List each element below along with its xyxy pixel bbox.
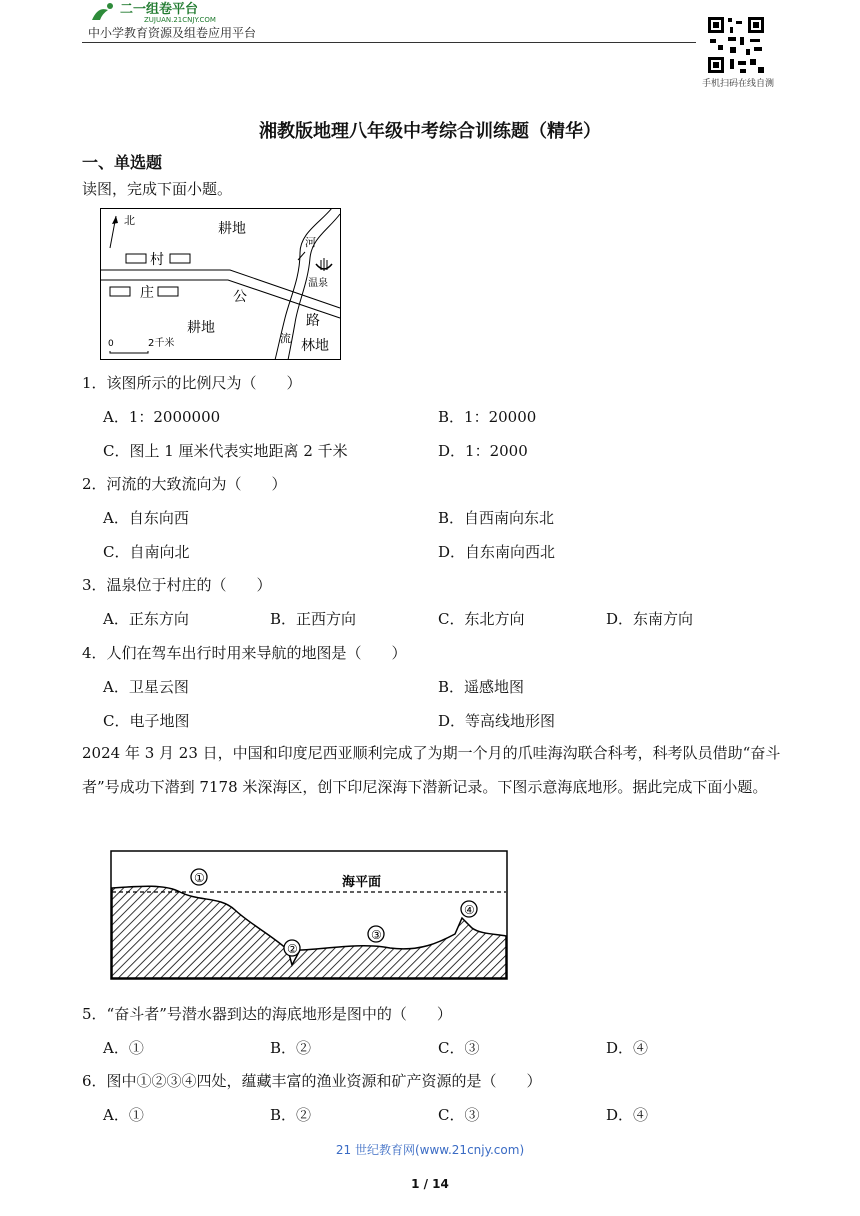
q5-option-d[interactable]: D．④ — [606, 1039, 649, 1057]
house-icon — [158, 287, 178, 296]
hot-spring-label: 温泉 — [308, 278, 328, 289]
logo-url: ZUJUAN.21CNJY.COM — [144, 16, 216, 24]
q3-option-c[interactable]: C．东北方向 — [438, 610, 525, 628]
road-label-1: 公 — [233, 289, 247, 305]
q6-option-c[interactable]: C．③ — [438, 1106, 480, 1124]
q3-option-d[interactable]: D．东南方向 — [606, 610, 694, 628]
question-2: 2．河流的大致流向为（ ） — [82, 475, 287, 493]
marker-2: ② — [287, 942, 298, 956]
farmland-top-label: 耕地 — [218, 221, 246, 237]
q2-option-a[interactable]: A．自东向西 — [103, 509, 189, 527]
road-label-2: 路 — [306, 313, 320, 329]
q4-option-c[interactable]: C．电子地图 — [103, 712, 190, 730]
scale-label: 2千米 — [148, 338, 175, 349]
q1-option-d[interactable]: D．1：2000 — [438, 442, 528, 460]
marker-4: ④ — [464, 903, 475, 917]
q5-option-a[interactable]: A．① — [103, 1039, 144, 1057]
river-label-2: 流 — [280, 332, 291, 345]
intro-text: 读图，完成下面小题。 — [82, 180, 233, 198]
page-title: 湘教版地理八年级中考综合训练题（精华） — [259, 121, 601, 142]
question-5: 5．“奋斗者”号潜水器到达的海底地形是图中的（ ） — [82, 1005, 452, 1023]
question-1: 1．该图所示的比例尺为（ ） — [82, 374, 302, 392]
village-label-1: 村 — [150, 252, 164, 268]
q6-option-a[interactable]: A．① — [103, 1106, 144, 1124]
section-heading: 一、单选题 — [82, 153, 163, 172]
forest-label: 林地 — [301, 338, 329, 354]
question-3: 3．温泉位于村庄的（ ） — [82, 576, 272, 594]
q2-option-b[interactable]: B．自西南向东北 — [438, 509, 555, 527]
house-icon — [126, 254, 146, 263]
footer-source-link[interactable]: 21 世纪教育网(www.21cnjy.com) — [335, 1143, 525, 1157]
q2-option-c[interactable]: C．自南向北 — [103, 543, 190, 561]
scale-zero: 0 — [108, 339, 114, 349]
marker-1: ① — [194, 871, 205, 885]
q3-option-a[interactable]: A．正东方向 — [103, 610, 189, 628]
q4-option-a[interactable]: A．卫星云图 — [103, 678, 189, 696]
farmland-bottom-label: 耕地 — [187, 320, 215, 336]
q1-option-a[interactable]: A．1：2000000 — [103, 408, 221, 426]
q3-option-b[interactable]: B．正西方向 — [270, 610, 357, 628]
q4-option-b[interactable]: B．遥感地图 — [438, 678, 525, 696]
site-logo — [88, 0, 273, 24]
north-label: 北 — [124, 214, 135, 227]
seafloor-profile — [110, 850, 508, 980]
q6-option-d[interactable]: D．④ — [606, 1106, 649, 1124]
logo-text: 二一组卷平台 — [120, 2, 199, 17]
q2-option-d[interactable]: D．自东南向西北 — [438, 543, 556, 561]
header-subtitle: 中小学教育资源及组卷应用平台 — [88, 26, 257, 40]
sea-level-label: 海平面 — [342, 875, 382, 890]
intro-paragraph: 2024 年 3 月 23 日，中国和印度尼西亚顺利完成了为期一个月的爪哇海沟联合科考，科考队员借助“奋斗者”号成功下潜到 7178 米深海区，创下印尼深海下潜新记录。下图示意海底地形。据此完成下面小题。 — [82, 744, 781, 796]
village-map — [100, 208, 341, 360]
q1-option-b[interactable]: B．1：20000 — [438, 408, 537, 426]
q4-option-d[interactable]: D．等高线地形图 — [438, 712, 556, 730]
q6-option-b[interactable]: B．② — [270, 1106, 312, 1124]
page-number: 1 / 14 — [411, 1177, 449, 1191]
question-6: 6．图中①②③④四处，蕴藏丰富的渔业资源和矿产资源的是（ ） — [82, 1072, 542, 1090]
river-label-1: 河 — [305, 236, 316, 249]
question-4: 4．人们在驾车出行时用来导航的地图是（ ） — [82, 644, 407, 662]
qr-code[interactable] — [706, 15, 766, 75]
qr-caption: 手机扫码在线自测 — [701, 79, 774, 89]
house-icon — [110, 287, 130, 296]
header-divider — [82, 42, 696, 43]
village-label-2: 庄 — [140, 285, 154, 301]
marker-3: ③ — [371, 928, 382, 942]
q5-option-b[interactable]: B．② — [270, 1039, 312, 1057]
q1-option-c[interactable]: C．图上 1 厘米代表实地距离 2 千米 — [103, 442, 348, 460]
q5-option-c[interactable]: C．③ — [438, 1039, 480, 1057]
house-icon — [170, 254, 190, 263]
